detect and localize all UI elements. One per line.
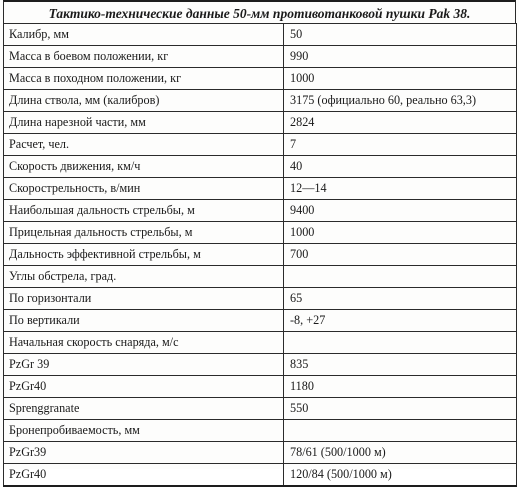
value-cell: 78/61 (500/1000 м) [284,442,517,464]
param-cell: По вертикали [4,310,284,332]
param-cell: Прицельная дальность стрельбы, м [4,222,284,244]
table-row [4,332,517,354]
value-cell: -8, +27 [284,310,517,332]
table-row [4,354,517,376]
param-cell: Углы обстрела, град. [4,266,284,288]
table-row [4,68,517,90]
param-cell: PzGr40 [4,376,284,398]
param-cell: Дальность эффективной стрельбы, м [4,244,284,266]
table-title: Тактико-технические данные 50-мм противотанковой пушки Pak 38. [3,0,516,24]
table-row [4,222,517,244]
table-row [4,112,517,134]
param-cell: Длина ствола, мм (калибров) [4,90,284,112]
param-cell: PzGr40 [4,464,284,486]
value-cell [284,266,517,288]
param-cell: PzGr 39 [4,354,284,376]
table-row [4,310,517,332]
param-cell: Масса в боевом положении, кг [4,46,284,68]
value-cell: 9400 [284,200,517,222]
table-row [4,24,517,46]
table-row [4,420,517,442]
param-cell: Начальная скорость снаряда, м/с [4,332,284,354]
param-cell: Калибр, мм [4,24,284,46]
param-cell: Длина нарезной части, мм [4,112,284,134]
value-cell: 700 [284,244,517,266]
value-cell: 50 [284,24,517,46]
table-row [4,266,517,288]
param-cell: Скорость движения, км/ч [4,156,284,178]
table-row [4,178,517,200]
param-cell: Бронепробиваемость, мм [4,420,284,442]
specifications-table [3,23,517,487]
value-cell: 835 [284,354,517,376]
value-cell: 120/84 (500/1000 м) [284,464,517,486]
param-cell: Расчет, чел. [4,134,284,156]
value-cell: 65 [284,288,517,310]
param-cell: PzGr39 [4,442,284,464]
table-row [4,376,517,398]
value-cell: 1000 [284,222,517,244]
param-cell: Скорострельность, в/мин [4,178,284,200]
param-cell: Наибольшая дальность стрельбы, м [4,200,284,222]
value-cell: 2824 [284,112,517,134]
table-row [4,288,517,310]
value-cell: 40 [284,156,517,178]
value-cell: 3175 (официально 60, реально 63,3) [284,90,517,112]
value-cell: 1180 [284,376,517,398]
value-cell [284,420,517,442]
table-row [4,398,517,420]
value-cell: 990 [284,46,517,68]
table-row [4,442,517,464]
param-cell: Масса в походном положении, кг [4,68,284,90]
table-row [4,200,517,222]
value-cell: 12—14 [284,178,517,200]
value-cell [284,332,517,354]
table-row [4,46,517,68]
table-row [4,464,517,486]
param-cell: Sprenggranate [4,398,284,420]
value-cell: 1000 [284,68,517,90]
table-row [4,156,517,178]
value-cell: 550 [284,398,517,420]
value-cell: 7 [284,134,517,156]
table-row [4,90,517,112]
table-row [4,244,517,266]
param-cell: По горизонтали [4,288,284,310]
table-row [4,134,517,156]
